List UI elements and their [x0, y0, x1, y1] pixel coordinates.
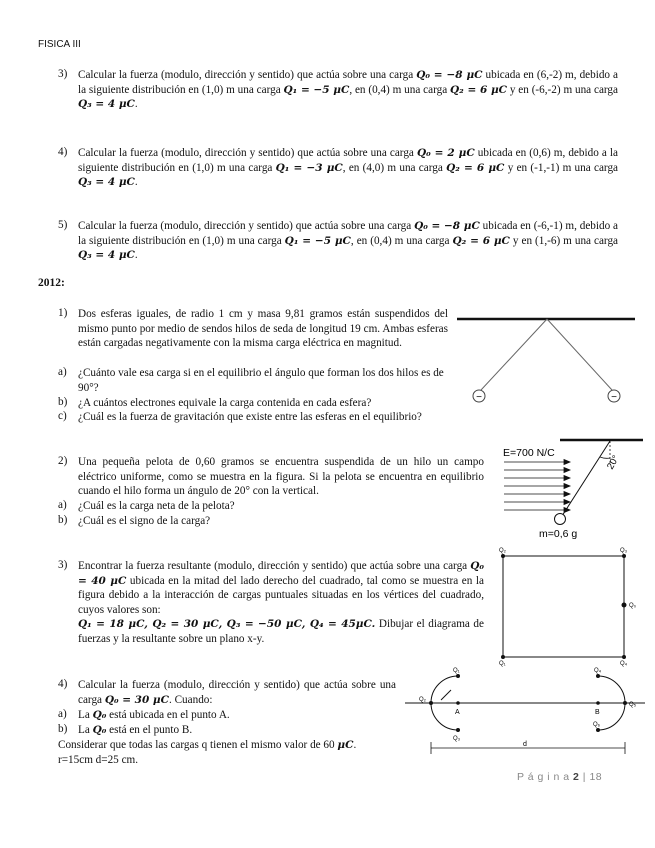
q-label: Q₁: [453, 668, 460, 674]
mass-label: m=0,6 g: [539, 528, 578, 540]
square-charges-figure: [494, 545, 644, 667]
problem-number: 5): [58, 219, 68, 231]
q-label: Q₅: [629, 702, 637, 708]
section-year: 2012:: [38, 277, 65, 289]
item-label: a): [58, 708, 67, 720]
page-footer: P á g i n a 2 | 18: [517, 771, 603, 783]
charge-bl: [501, 655, 505, 659]
problem-2012-2-text: Una pequeña pelota de 0,60 gramos se encuentra suspendida de un hilo un campo eléctrico uniforme, como se muestra en la figura. Si la pelota se encuentra en equilibrio cuando el hilo forma un ángulo de 20° con la vertical.: [78, 456, 484, 498]
problem-number: 3): [58, 559, 68, 571]
problem-3-text: Calcular la fuerza (modulo, dirección y sentido) que actúa sobre una carga Q₀ = −8 μC ubicada en (6,-2) m, debido a la siguiente distribución en (1,0) m una carga Q₁ = −5 μC, en (0,4) m una carga Q₂ = 6 μC y en (-6,-2) m una carga Q₃ = 4 μC.: [78, 69, 619, 111]
radius-line: [441, 690, 451, 700]
ball: [555, 514, 566, 525]
problem-5-text: Calcular la fuerza (modulo, dirección y sentido) que actúa sobre una carga Q₀ = −8 μC ubicada en (-6,-1) m, debido a la siguiente distribución en (1,0) m una carga Q₁ = −5 μC, en (0,4) m una carga Q₂ = 6 μC y en (1,-6) m una carga Q₃ = 4 μC.: [78, 220, 619, 262]
q-label: Q₂: [419, 697, 426, 703]
q-label: Q₁: [499, 661, 506, 667]
charge-sign-right: −: [611, 392, 617, 403]
field-label: E=700 N/C: [503, 447, 555, 459]
item-text: ¿Cuál es la carga neta de la pelota?: [78, 500, 235, 512]
q-label: Q₄: [594, 668, 602, 674]
item-label: b): [58, 396, 68, 408]
problem-2012-4-text: Calcular la fuerza (modulo, dirección y sentido) que actúa sobre una carga Q₀ = 30 μC. Cuando:: [78, 679, 396, 706]
given-values: r=15cm d=25 cm.: [58, 754, 139, 766]
item-label: b): [58, 514, 68, 526]
point-a: [456, 701, 460, 705]
problem-number: 1): [58, 307, 68, 319]
q-label: Q₆: [593, 722, 601, 728]
arcs-charges-figure: [403, 663, 648, 758]
problem-2012-1-text: Dos esferas iguales, de radio 1 cm y masa 9,81 gramos están suspendidos del mismo punto por medio de sendos hilos de seda de longitud 19 cm. Ambas esferas están cargadas negativamente con la misma carga eléctrica en magnitud.: [78, 308, 448, 350]
charge-br: [622, 655, 626, 659]
point-b: [596, 701, 600, 705]
item-text: ¿Cuál es la fuerza de gravitación que existe entre las esferas en el equilibrio?: [78, 411, 422, 423]
problem-number: 4): [58, 146, 68, 158]
distance-label: d: [523, 741, 527, 748]
thread-left: [481, 319, 547, 390]
angle-label: 20°: [605, 453, 622, 472]
pendulum-figure: [455, 312, 640, 408]
problem-number: 4): [58, 678, 68, 690]
item-label: c): [58, 410, 67, 422]
electric-field-figure: [500, 436, 645, 546]
item-text: ¿Cuál es el signo de la carga?: [78, 515, 211, 527]
problem-number: 2): [58, 455, 68, 467]
field-arrows: [504, 460, 570, 513]
item-text: La Q₀ está ubicada en el punto A.: [78, 709, 230, 721]
item-text: ¿Cuánto vale esa carga si en el equilibrio el ángulo que forman los dos hilos es de 90°?: [78, 367, 444, 394]
point-label: B: [595, 709, 600, 716]
note-text: Considerar que todas las cargas q tienen el mismo valor de 60 μC.: [58, 739, 357, 751]
charge-tl: [501, 554, 505, 558]
q-label: Q₃: [453, 736, 461, 742]
q-label: Q₃: [620, 548, 628, 554]
item-text: La Q₀ está en el punto B.: [78, 724, 193, 736]
charge-sign-left: −: [476, 392, 482, 403]
q-label: Q₄: [620, 661, 628, 667]
charge-q0: [622, 603, 627, 608]
point-label: A: [455, 709, 460, 716]
q-label: Q₀: [629, 603, 637, 609]
item-label: a): [58, 499, 67, 511]
thread-right: [547, 319, 612, 390]
item-label: b): [58, 723, 68, 735]
problem-number: 3): [58, 68, 68, 80]
item-text: ¿A cuántos electrones equivale la carga contenida en cada esfera?: [78, 397, 372, 409]
square: [503, 556, 624, 657]
problem-2012-3-text: Encontrar la fuerza resultante (modulo, dirección y sentido) que actúa sobre una carga Q₀ = 40 μC ubicada en la mitad del lado derecho del cuadrado, tal como se muestra en la figura debido a la interacción de cargas puntuales situadas en los vértices del cuadrado, cuyos valores son: Q₁ = 18 μC, Q₂ = 30 μC, Q₃ = −50 μC, Q₄ = 45μC. Dibujar el diagrama de fuerzas y la resultante sobre un plano x-y.: [78, 560, 484, 645]
problem-4-text: Calcular la fuerza (modulo, dirección y sentido) que actúa sobre una carga Q₀ = 2 μC ubicada en (0,6) m, debido a la siguiente distribución en (1,0) m una carga Q₁ = −3 μC, en (4,0) m una carga Q₂ = 6 μC y en (-1,-1) m una carga Q₃ = 4 μC.: [78, 147, 619, 189]
page-header: FISICA III: [38, 39, 81, 50]
charge-tr: [622, 554, 626, 558]
q-label: Q₂: [499, 548, 506, 554]
item-label: a): [58, 366, 67, 378]
